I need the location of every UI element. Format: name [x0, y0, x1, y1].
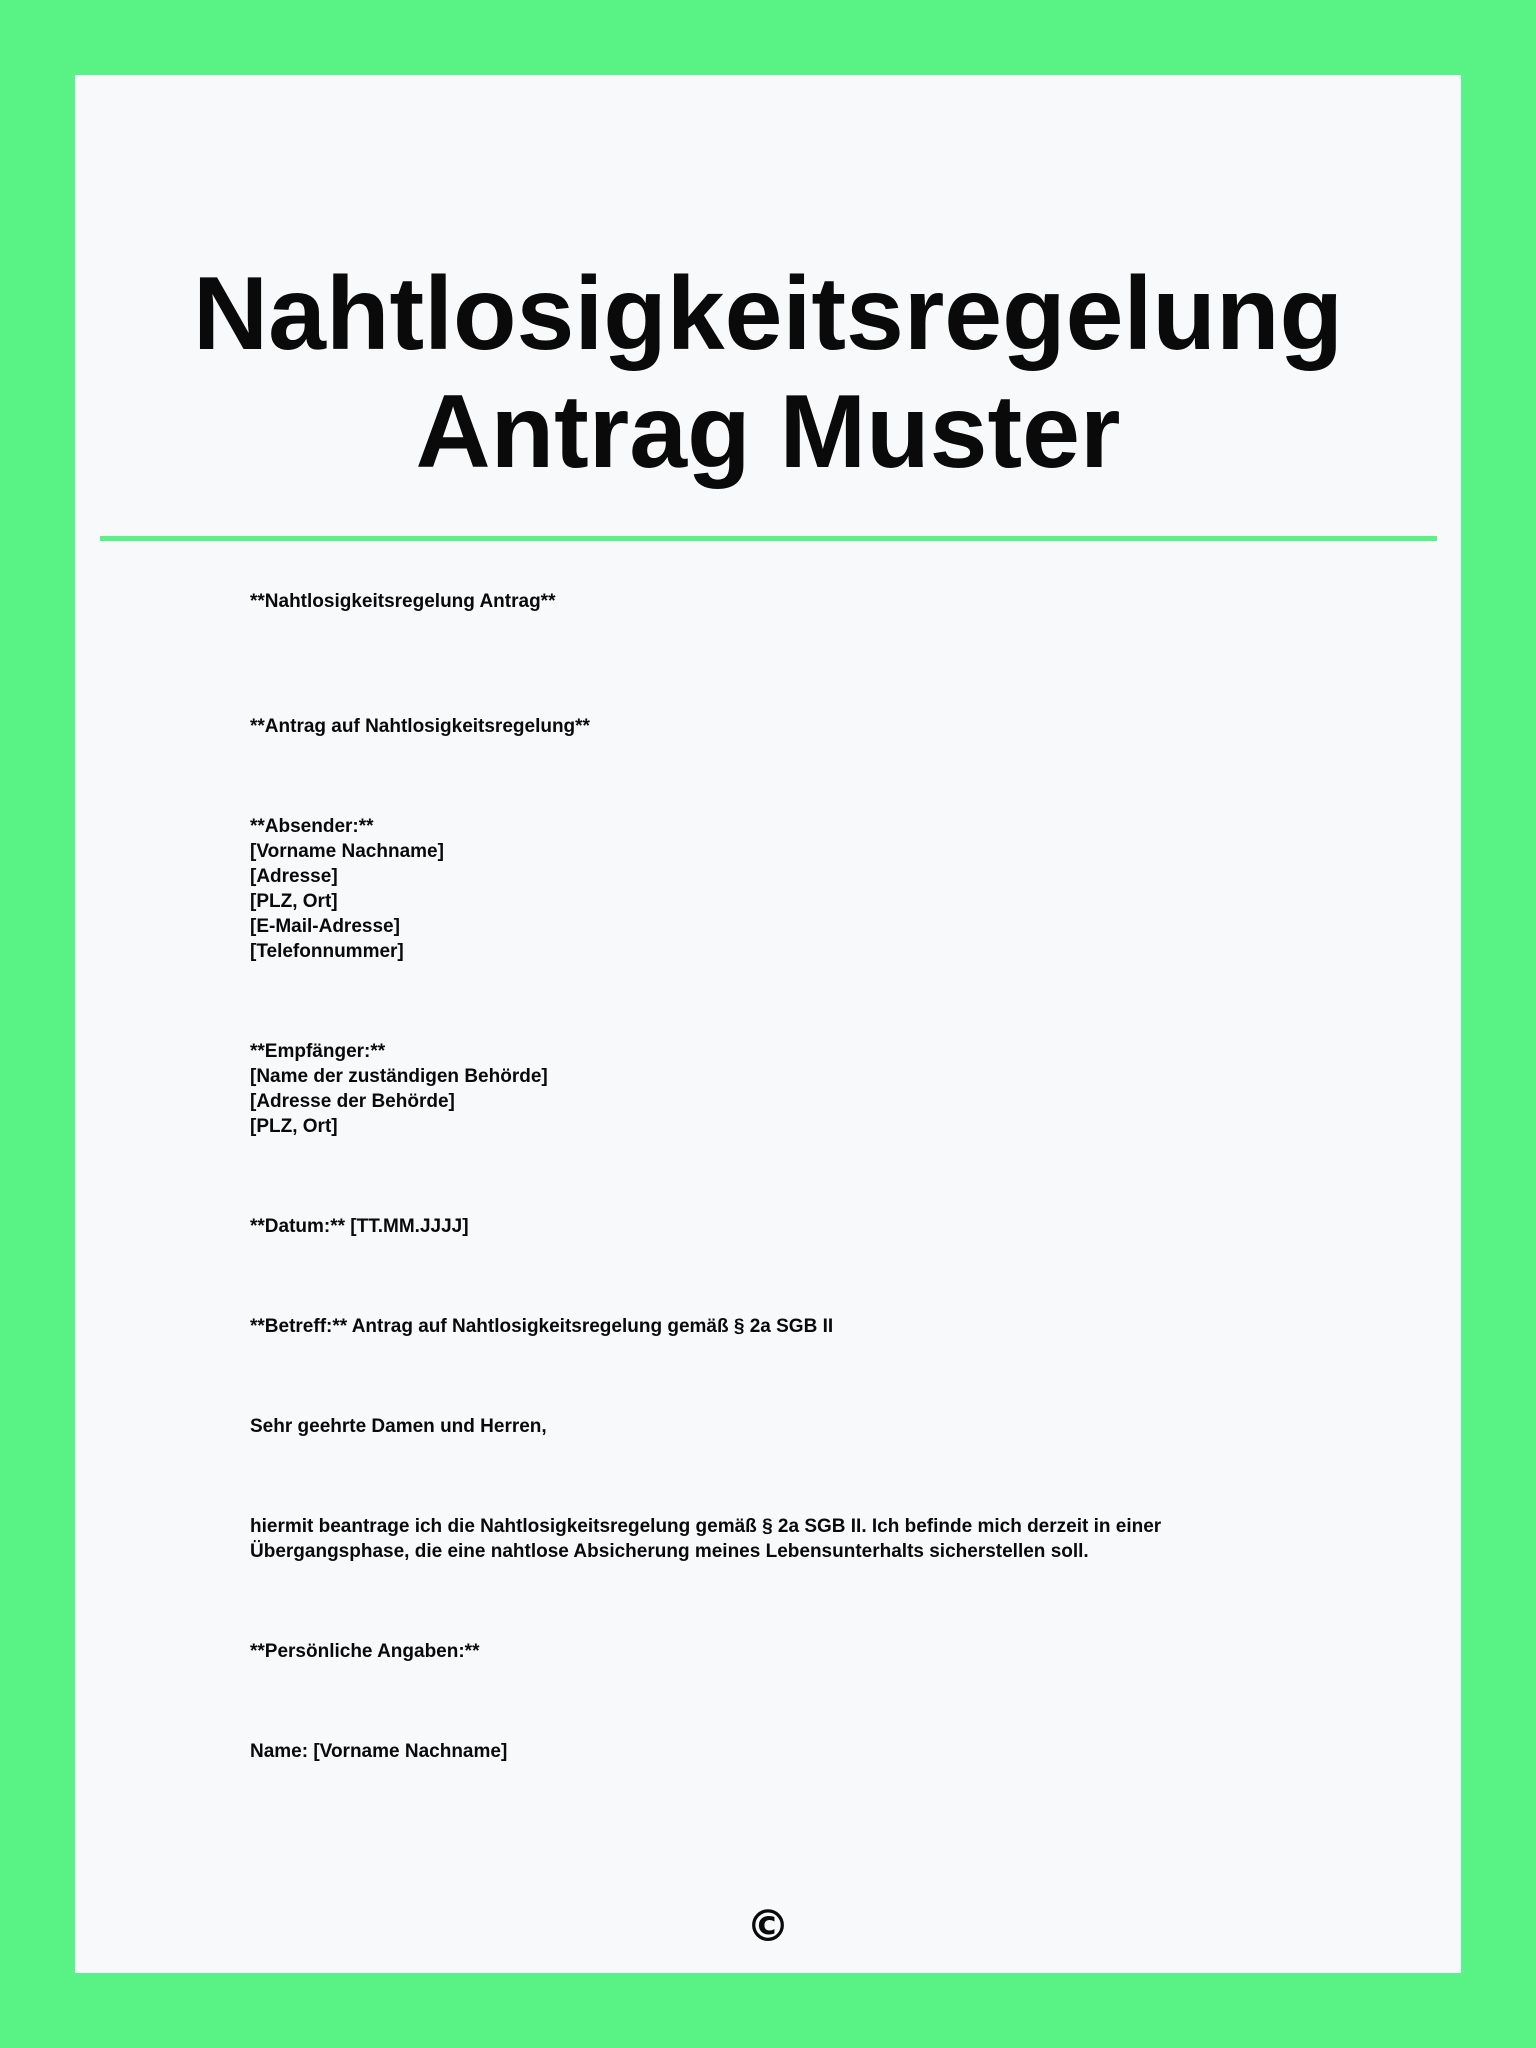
recipient-city: [PLZ, Ort] [250, 1116, 338, 1137]
sender-address: [Adresse] [250, 866, 338, 887]
title-line-2: Antrag Muster [415, 374, 1121, 490]
document-page [75, 75, 1461, 1973]
salutation: Sehr geehrte Damen und Herren, [250, 1416, 547, 1437]
recipient-label: **Empfänger:** [250, 1041, 386, 1062]
page-title [75, 255, 1461, 491]
heading-antrag-auf: **Antrag auf Nahtlosigkeitsregelung** [250, 716, 590, 737]
title-line-1: Nahtlosigkeitsregelung [193, 256, 1343, 372]
name-line: Name: [Vorname Nachname] [250, 1741, 508, 1762]
title-divider [100, 536, 1437, 541]
personal-info-heading: **Persönliche Angaben:** [250, 1641, 480, 1662]
sender-phone: [Telefonnummer] [250, 941, 404, 962]
sender-label: **Absender:** [250, 816, 374, 837]
recipient-authority: [Name der zuständigen Behörde] [250, 1066, 548, 1087]
subject-line: **Betreff:** Antrag auf Nahtlosigkeitsregelung gemäß § 2a SGB II [250, 1316, 834, 1337]
date-line: **Datum:** [TT.MM.JJJJ] [250, 1216, 469, 1237]
sender-name: [Vorname Nachname] [250, 841, 444, 862]
paragraph-line-2: Übergangsphase, die eine nahtlose Absicherung meines Lebensunterhalts sicherstellen soll. [250, 1541, 1089, 1562]
heading-antrag: **Nahtlosigkeitsregelung Antrag** [250, 591, 556, 612]
copyright-icon: © [746, 1901, 790, 1952]
paragraph-line-1: hiermit beantrage ich die Nahtlosigkeitsregelung gemäß § 2a SGB II. Ich befinde mich derzeit in einer [250, 1516, 1162, 1537]
sender-city: [PLZ, Ort] [250, 891, 338, 912]
recipient-address: [Adresse der Behörde] [250, 1091, 455, 1112]
sender-email: [E-Mail-Adresse] [250, 916, 400, 937]
